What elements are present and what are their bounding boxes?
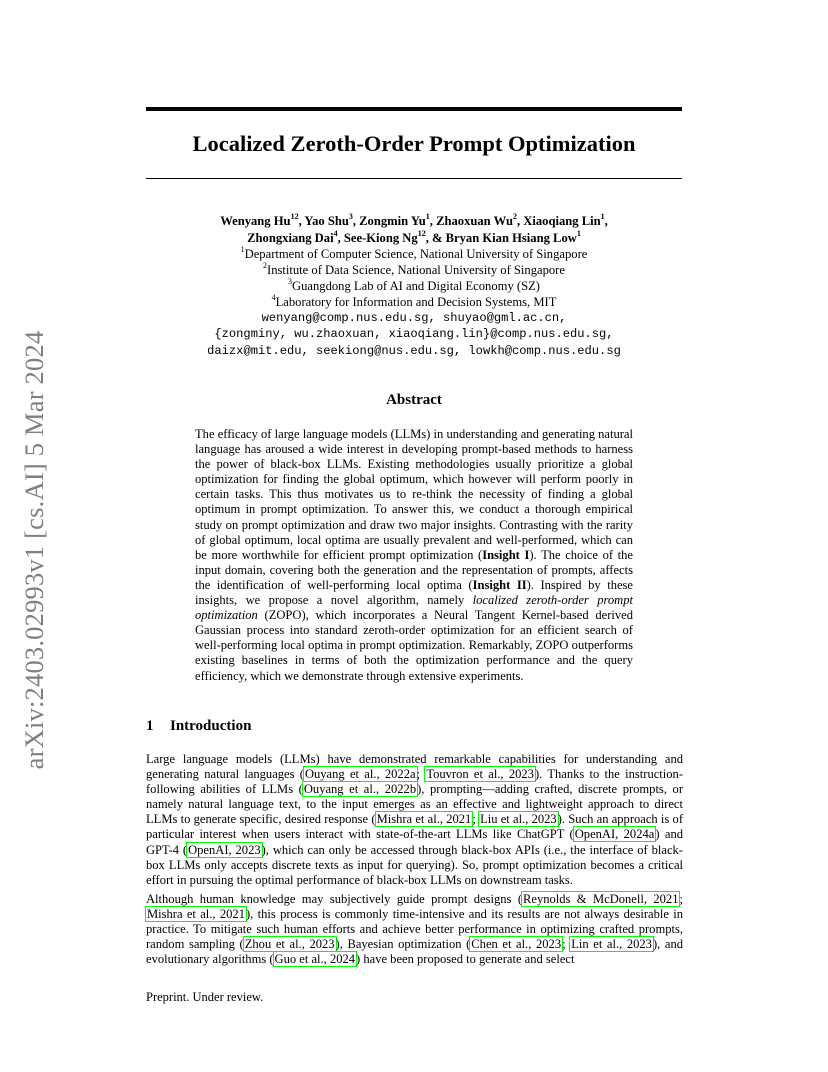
affiliation-3: $^3$Guangdong Lab of AI and Digital Economy (SZ) xyxy=(288,276,540,293)
abstract-heading: Abstract xyxy=(386,392,442,408)
author-affiliation-mark: 3 xyxy=(348,211,353,221)
author-list: Wenyang Hu$^{12}$, Yao Shu$^3$, Zongmin Yu$^1$, Zhaoxuan Wu$^2$, Xiaoqiang Lin$^1$, Zhongxiang Dai$^4$, See-Kiong Ng$^{12}$, & Bryan Kian Hsiang Low$^1$ xyxy=(220,211,608,245)
title-bottom-rule xyxy=(146,178,682,179)
author-affiliation-mark: 4 xyxy=(333,228,338,238)
insight-2-label: Insight II xyxy=(472,577,527,592)
citation-link[interactable]: OpenAI, 2024a xyxy=(574,827,655,842)
citation-link[interactable]: Liu et al., 2023 xyxy=(480,812,557,827)
author-affiliation-mark: 1 xyxy=(576,228,581,238)
citation-link[interactable]: Lin et al., 2023 xyxy=(571,937,652,952)
citation-link[interactable]: Ouyang et al., 2022b xyxy=(303,782,417,797)
citation-link[interactable]: Reynolds & McDonell, 2021 xyxy=(523,892,679,906)
author-name: Yao Shu xyxy=(304,214,349,228)
email-line-3: daizx@mit.edu, seekiong@nus.edu.sg, lowkh@comp.nus.edu.sg xyxy=(207,343,621,358)
author-name: Wenyang Hu xyxy=(220,214,291,228)
citation-link[interactable]: Mishra et al., 2021 xyxy=(147,907,245,922)
author-affiliation-mark: 2 xyxy=(512,211,517,221)
author-name: Bryan Kian Hsiang Low xyxy=(445,231,577,245)
author-name: Xiaoqiang Lin xyxy=(523,214,601,228)
method-name: localized zeroth-order prompt optimization xyxy=(195,593,633,623)
affiliations-block xyxy=(146,246,682,359)
author-name: Zhaoxuan Wu xyxy=(436,214,513,228)
author-affiliation-mark: 1 xyxy=(425,211,430,221)
section-title: Introduction xyxy=(170,718,252,734)
citation-link[interactable]: Touvron et al., 2023 xyxy=(426,767,534,782)
intro-paragraph-1: Large language models (LLMs) have demonstrated remarkable capabilities for understanding and generating natural languages (Ouyang et al., 2022a; Touvron et al., 2023). Thanks to the instruction-following abilities of LLMs (Ouyang et al., 2022b), prompting—adding crafted, discrete prompts, or namely natural language text, to the input emerges as an effective and lightweight approach to direct LLMs to generate specific, desired response (Mishra et al., 2021; Liu et al., 2023). Such an approach is of particular interest when users interact with state-of-the-art LLMs like ChatGPT (OpenAI, 2024a) and GPT-4 (OpenAI, 2023), which can only be accessed through black-box APIs (i.e., the interface of black-box LLMs only accepts discrete texts as input for querying). So, prompt optimization becomes a critical effort in pursuing the optimal performance of black-box LLMs on downstream tasks. xyxy=(146,752,684,887)
email-line-1: wenyang@comp.nus.edu.sg, shuyao@gml.ac.cn, xyxy=(261,311,567,325)
footer-note: Preprint. Under review. xyxy=(146,990,264,1004)
author-name: Zhongxiang Dai xyxy=(247,231,334,245)
insight-1-label: Insight I xyxy=(482,547,530,562)
section-heading-introduction xyxy=(146,716,682,736)
author-affiliation-mark: 12 xyxy=(290,211,299,221)
author-affiliation-mark: 1 xyxy=(600,211,605,221)
intro-paragraph-2: Although human knowledge may subjectively guide prompt designs (Reynolds & McDonell, 2021; Mishra et al., 2021), this process is commonly time-intensive and its results are not always desirable in practice. To mitigate such human efforts and achieve better performance in optimizing crafted prompts, random sampling (Zhou et al., 2023), Bayesian optimization (Chen et al., 2023; Lin et al., 2023), and evolutionary algorithms (Guo et al., 2024) have been proposed to generate and select xyxy=(146,892,684,967)
paper-title: Localized Zeroth-Order Prompt Optimization xyxy=(192,131,636,156)
citation-link[interactable]: Ouyang et al., 2022a xyxy=(304,767,416,782)
citation-link[interactable]: Mishra et al., 2021 xyxy=(376,812,472,827)
author-name: See-Kiong Ng xyxy=(343,231,418,245)
email-line-2: {zongminy, wu.zhaoxuan, xiaoqiang.lin}@comp.nus.edu.sg, xyxy=(214,327,614,342)
citation-link[interactable]: OpenAI, 2023 xyxy=(188,842,261,857)
title-top-rule xyxy=(146,107,682,111)
affiliation-1: $^1$Department of Computer Science, National University of Singapore xyxy=(240,244,588,261)
arxiv-identifier: arXiv:2403.02993v1 [cs.AI] 5 Mar 2024 xyxy=(19,330,49,770)
section-number: 1 xyxy=(146,718,154,734)
abstract-text: The efficacy of large language models (LLMs) in understanding and generating natural language has aroused a wide interest in developing prompt-based methods to harness the power of black-box LLMs. Existing methodologies usually prioritize a global optimization for finding the global optimum, which however will perform poorly in certain tasks. This thus motivates us to re-think the necessity of finding a global optimum in prompt optimization. To answer this, we conduct a thorough empirical study on prompt optimization and draw two major insights. Contrasting with the rarity of global optimum, local optima are usually prevalent and well-performed, which can be more worthwhile for efficient prompt optimization (Insight I). The choice of the input domain, covering both the generation and the representation of prompts, affects the identification of well-performing local optima (Insight II). Inspired by these insights, we propose a novel algorithm, namely localized zeroth-order prompt optimization (ZOPO), which incorporates a Neural Tangent Kernel-based derived Gaussian process into standard zeroth-order optimization for an efficient search of well-performing local optima in prompt optimization. Remarkably, ZOPO outperforms existing baselines in terms of both the optimization performance and the query efficiency, which we demonstrate through extensive experiments. xyxy=(195,427,633,683)
author-affiliation-mark: 12 xyxy=(417,228,426,238)
author-name: Zongmin Yu xyxy=(359,214,426,228)
citation-link[interactable]: Zhou et al., 2023 xyxy=(244,937,335,952)
affiliation-2: $^2$Institute of Data Science, National University of Singapore xyxy=(263,260,565,277)
citation-link[interactable]: Chen et al., 2023 xyxy=(471,937,562,952)
citation-link[interactable]: Guo et al., 2024 xyxy=(274,952,356,967)
affiliation-4: $^4$Laboratory for Information and Decision Systems, MIT xyxy=(271,292,557,309)
